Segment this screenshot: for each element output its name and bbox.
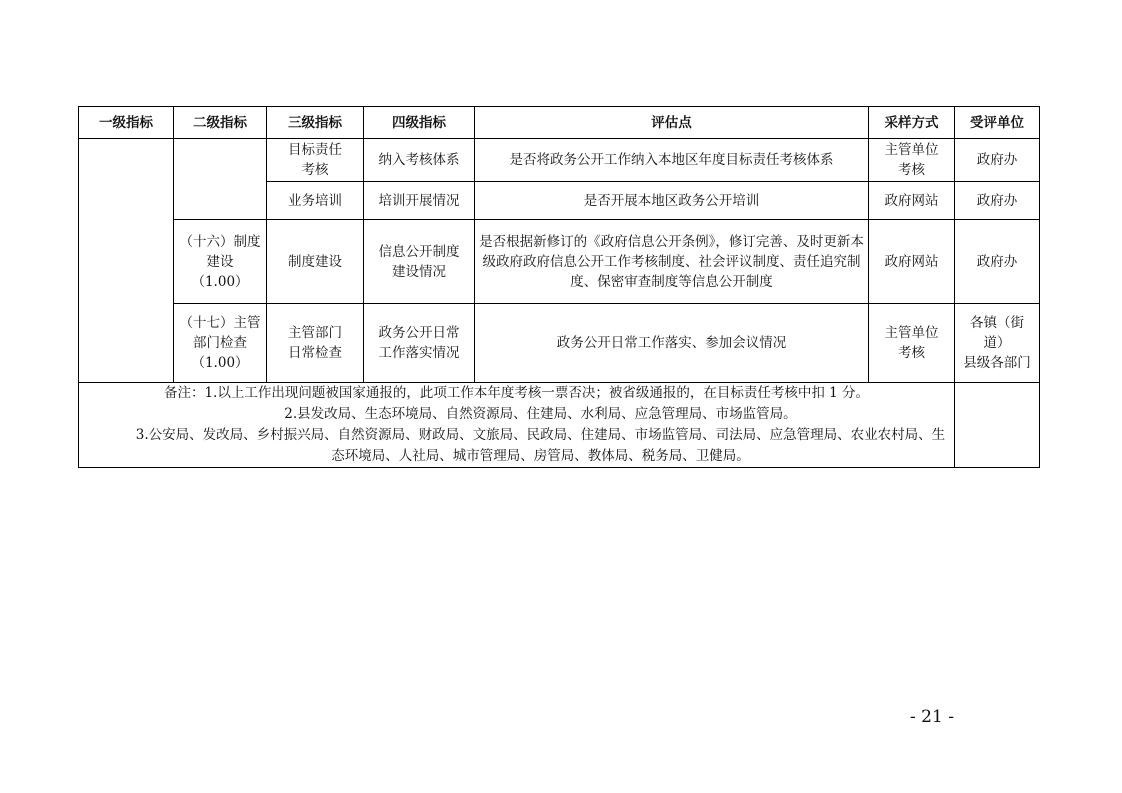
l2-text: （十七）主管部门检查 （1.00） <box>179 315 261 371</box>
l4-cell <box>364 220 475 304</box>
note-1-text: 1.以上工作出现问题被国家通报的，此项工作本年度考核一票否决；被省级通报的，在目标责任考核中扣 1 分。 <box>204 385 870 401</box>
notes-label: 备注： <box>163 385 205 401</box>
method-cell <box>869 304 955 383</box>
indicator-table <box>78 106 1040 468</box>
l3-cell: 制度建设 <box>267 220 364 304</box>
header-l1: 一级指标 <box>79 107 174 139</box>
l3-cell <box>267 139 364 182</box>
l3-cell: 业务培训 <box>267 182 364 220</box>
method-text: 主管单位 考核 <box>884 142 939 178</box>
page-number: - 21 - <box>910 707 954 727</box>
header-method: 采样方式 <box>869 107 955 139</box>
point-cell: 是否根据新修订的《政府信息公开条例》，修订完善、及时更新本级政府政府信息公开工作考核制度、社会评议制度、责任追究制度、保密审查制度等信息公开制度 <box>475 220 869 304</box>
note-3: 3.公安局、发改局、乡村振兴局、自然资源局、财政局、文旅局、民政局、住建局、市场监管局、司法局、应急管理局、农业农村局、生态环境局、人社局、城市管理局、房管局、教体局、税务局、卫健局。 <box>135 427 946 464</box>
point-cell: 政务公开日常工作落实、参加会议情况 <box>475 304 869 383</box>
method-text: 主管单位 考核 <box>884 325 939 361</box>
l4-cell <box>364 304 475 383</box>
notes-empty-cell <box>955 383 1040 468</box>
unit-cell: 政府办 <box>955 139 1040 182</box>
method-cell <box>869 139 955 182</box>
unit-cell: 政府办 <box>955 220 1040 304</box>
header-l2: 二级指标 <box>174 107 267 139</box>
method-cell: 政府网站 <box>869 220 955 304</box>
note-1 <box>83 383 950 404</box>
table-row <box>79 220 1040 304</box>
point-cell: 是否开展本地区政务公开培训 <box>475 182 869 220</box>
unit-cell <box>955 304 1040 383</box>
method-cell: 政府网站 <box>869 182 955 220</box>
header-row <box>79 107 1040 139</box>
header-point: 评估点 <box>475 107 869 139</box>
l3-cell <box>267 304 364 383</box>
l3-text: 主管部门 日常检查 <box>288 325 342 361</box>
notes-cell <box>79 383 955 468</box>
header-unit: 受评单位 <box>955 107 1040 139</box>
unit-text: 各镇（街道） 县级各部门 <box>963 315 1031 371</box>
table-row <box>79 304 1040 383</box>
header-l3: 三级指标 <box>267 107 364 139</box>
table-row <box>79 139 1040 182</box>
l4-text: 政务公开日常 工作落实情况 <box>378 325 460 361</box>
l1-cell-empty <box>79 139 174 383</box>
l4-text: 信息公开制度 建设情况 <box>378 243 460 280</box>
l4-cell: 培训开展情况 <box>364 182 475 220</box>
unit-cell: 政府办 <box>955 182 1040 220</box>
l4-cell: 纳入考核体系 <box>364 139 475 182</box>
l2-cell-empty <box>174 139 267 220</box>
l2-cell <box>174 304 267 383</box>
header-l4: 四级指标 <box>364 107 475 139</box>
l3-text: 目标责任 考核 <box>288 142 342 178</box>
note-2: 2.县发改局、生态环境局、自然资源局、住建局、水利局、应急管理局、市场监管局。 <box>284 406 797 422</box>
point-cell: 是否将政务公开工作纳入本地区年度目标责任考核体系 <box>475 139 869 182</box>
notes-row <box>79 383 1040 468</box>
l2-text: （十六）制度建设 （1.00） <box>179 233 261 290</box>
l2-cell <box>174 220 267 304</box>
